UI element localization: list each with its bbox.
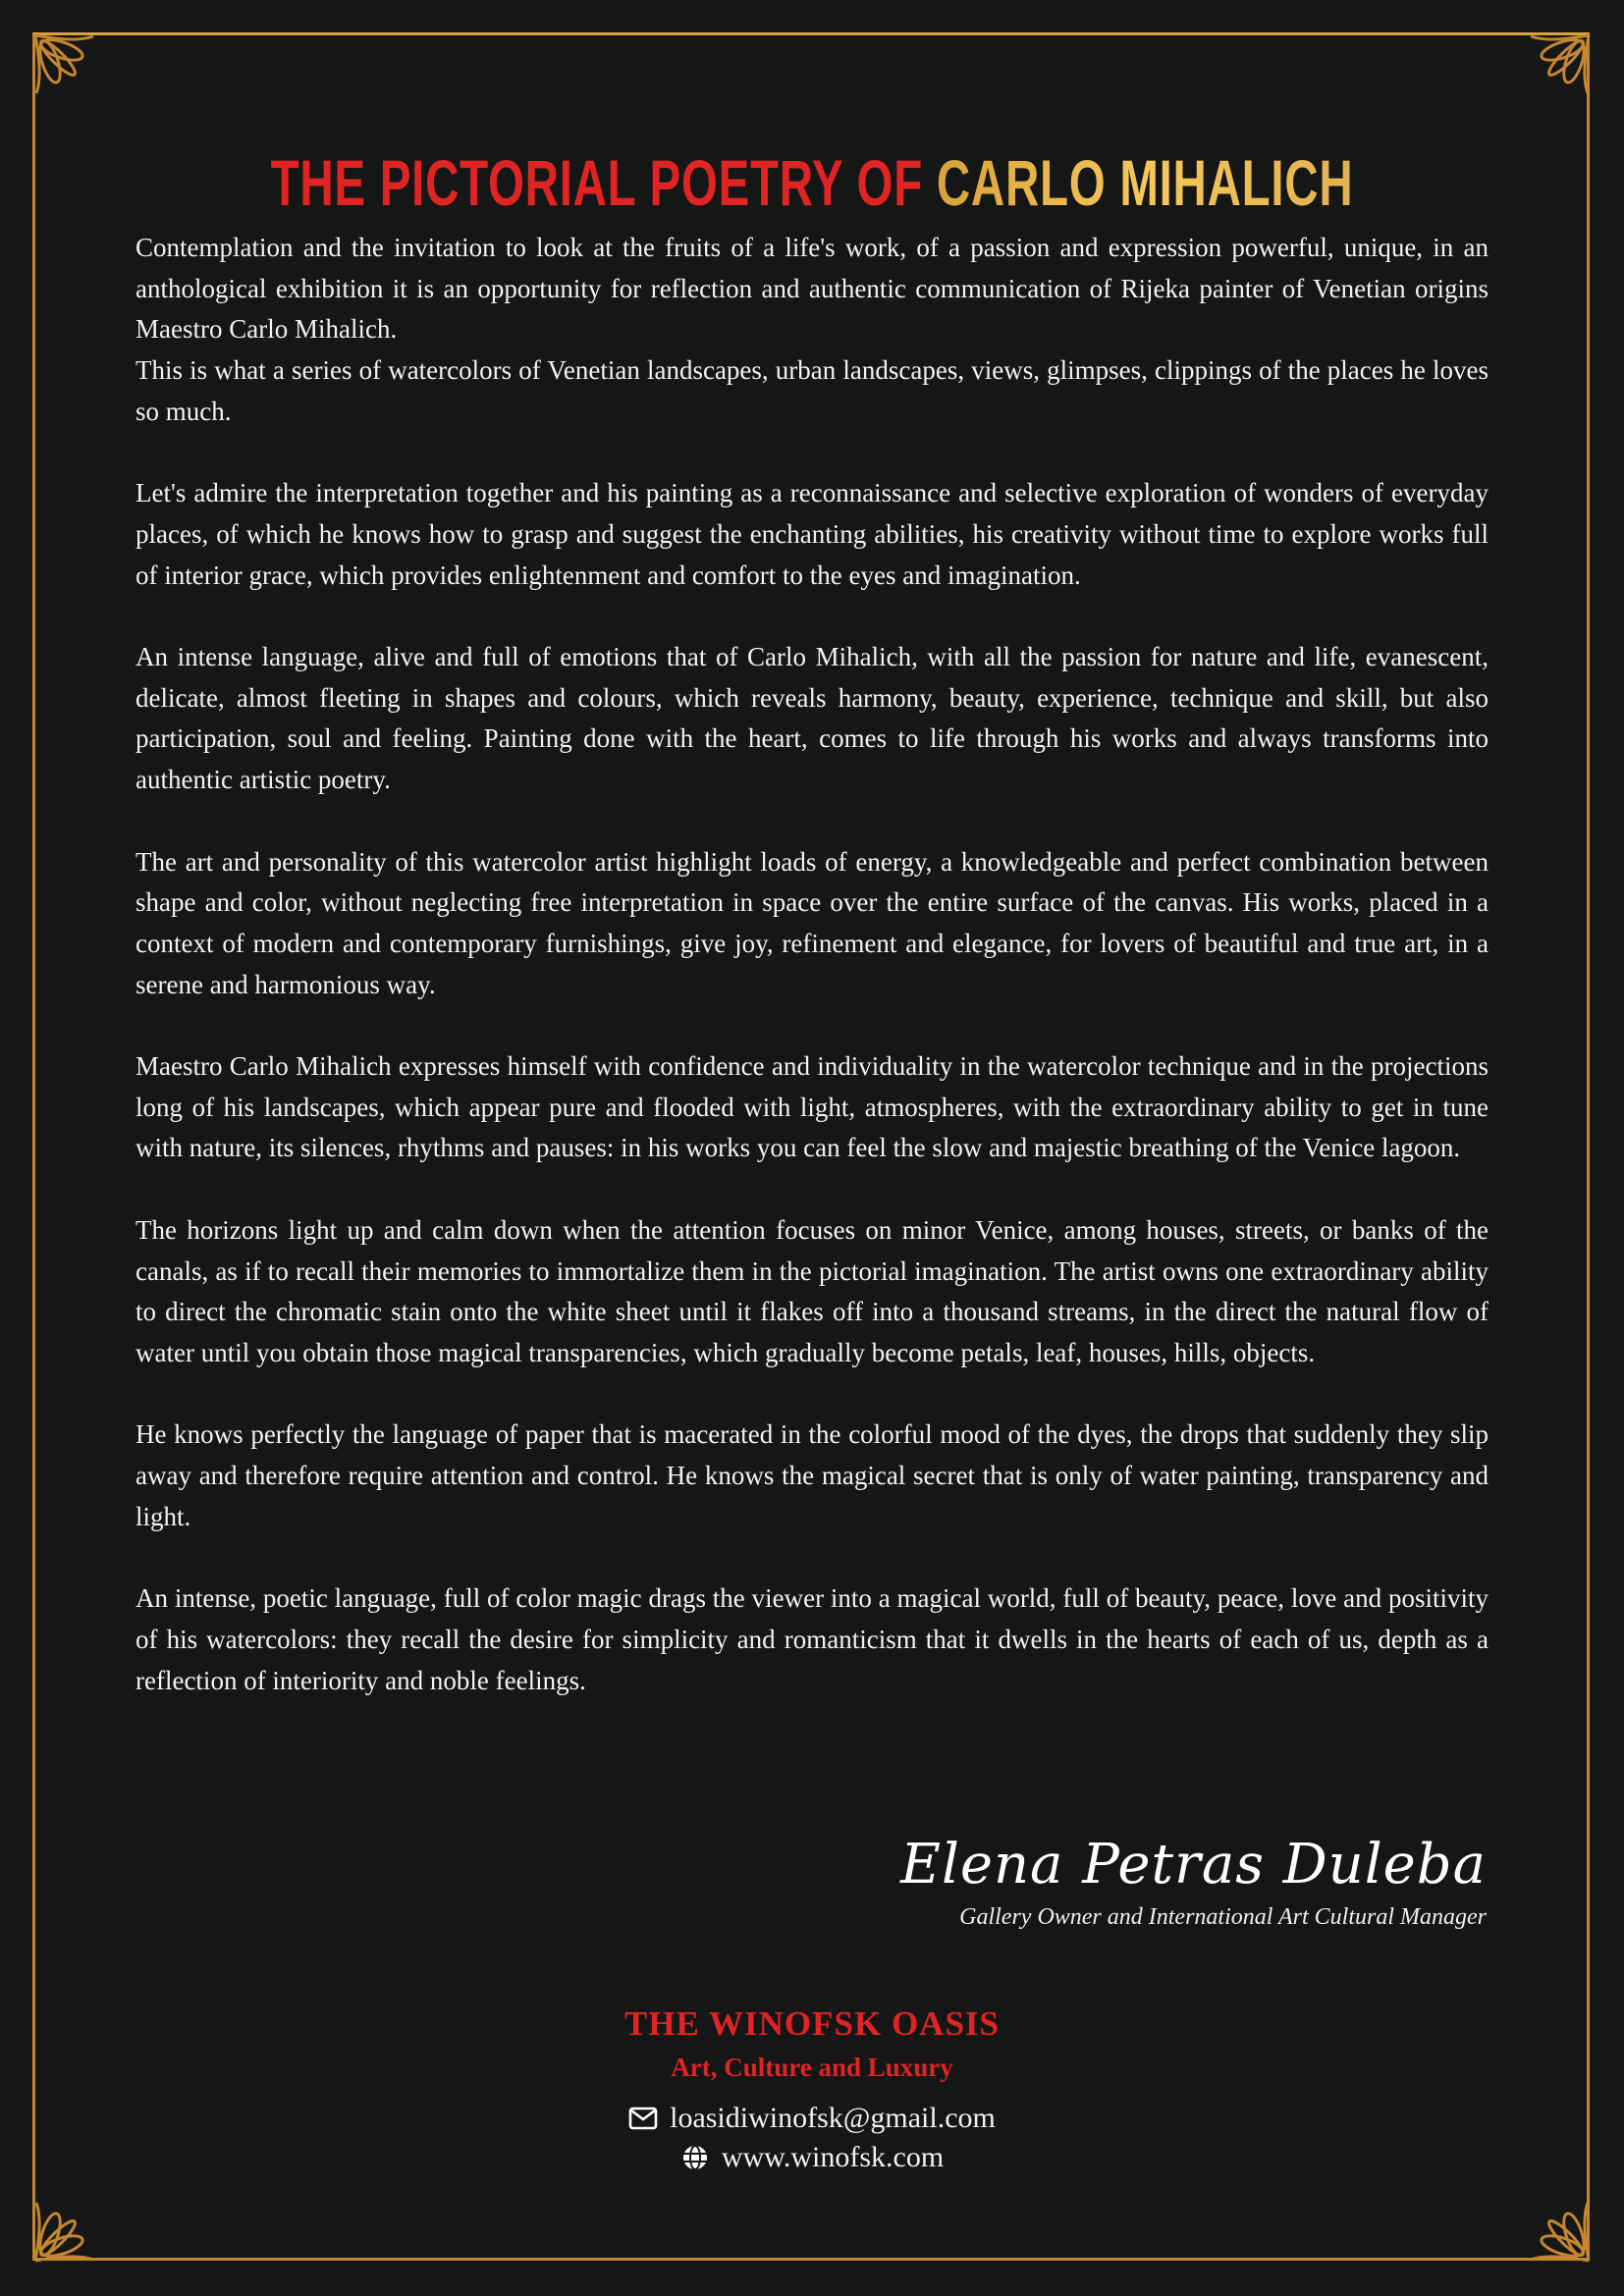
footer — [0, 2002, 1624, 2177]
globe-icon — [680, 2143, 710, 2172]
title-artist-name: CARLO MIHALICH — [936, 146, 1354, 220]
signature-role: Gallery Owner and International Art Cultural Manager — [959, 1904, 1487, 1930]
organization-name: THE WINOFSK OASIS — [623, 2004, 1001, 2043]
page-title — [228, 145, 1397, 220]
paragraph: The art and personality of this watercolor artist highlight loads of energy, a knowledgeable and perfect combination between shape and color, without neglecting free interpretation in space over the entire surface of the canvas. His works, placed in a context of modern and contemporary furnishings, give joy, refinement and elegance, for lovers of beautiful and true art, in a serene and harmonious way. — [135, 846, 1489, 999]
floral-corner-icon — [1513, 2185, 1592, 2264]
paragraph: The horizons light up and calm down when the attention focuses on minor Venice, among houses, streets, or banks of the canals, as if to recall their memories to immortalize them in the pictorial imagination. The artist owns one extraordinary ability to direct the chromatic stain onto the white sheet until it flakes off into a thousand streams, in the direct the natural flow of water until you obtain those magical transparencies, which gradually become petals, leaf, houses, hills, objects. — [135, 1214, 1489, 1367]
paragraph: This is what a series of watercolors of Venetian landscapes, urban landscapes, views, glimpses, clippings of the places he loves so much. — [135, 355, 1489, 426]
email-contact[interactable] — [0, 2099, 1624, 2138]
email-link[interactable]: loasidiwinofsk@gmail.com — [670, 2102, 996, 2134]
paragraph: Contemplation and the invitation to look at the fruits of a life's work, of a passion and expression powerful, unique, in an anthological exhibition it is an opportunity for reflection and authentic communication of Rijeka painter of Venetian origins Maestro Carlo Mihalich. — [135, 233, 1489, 345]
floral-corner-icon — [32, 2185, 111, 2264]
website-link[interactable]: www.winofsk.com — [721, 2141, 945, 2173]
paragraph: An intense language, alive and full of emotions that of Carlo Mihalich, with all the passion for nature and life, evanescent, delicate, almost fleeting in shapes and colours, which reveals harmony, beauty, experience, technique and skill, but also participation, soul and feeling. Painting done with the heart, comes to life through his works and always transforms into authentic artistic poetry. — [135, 642, 1489, 795]
signature-name: Elena Petras Duleba — [900, 1833, 1487, 1896]
signature-block — [900, 1833, 1487, 1931]
organization-tagline: Art, Culture and Luxury — [671, 2053, 953, 2082]
article-body — [135, 228, 1489, 1701]
website-contact[interactable] — [0, 2138, 1624, 2177]
floral-corner-icon — [1513, 32, 1592, 111]
paragraph: Maestro Carlo Mihalich expresses himself with confidence and individuality in the watercolor technique and in the projections long of his landscapes, which appear pure and flooded with light, atmospheres, with the extraordinary ability to get in tune with nature, its silences, rhythms and pauses: in his works you can feel the slow and majestic breathing of the Venice lagoon. — [135, 1051, 1489, 1163]
paragraph: An intense, poetic language, full of color magic drags the viewer into a magical world, full of beauty, peace, love and positivity of his watercolors: they recall the desire for simplicity and romanticism that it dwells in the hearts of each of us, depth as a reflection of interiority and noble feelings. — [135, 1583, 1489, 1695]
envelope-icon — [628, 2104, 658, 2133]
title-prefix: THE PICTORIAL POETRY OF — [270, 146, 937, 220]
paragraph: He knows perfectly the language of paper that is macerated in the colorful mood of the dyes, the drops that suddenly they slip away and therefore require attention and control. He knows the magical secret that is only of water painting, transparency and light. — [135, 1419, 1489, 1531]
paragraph: Let's admire the interpretation together and his painting as a reconnaissance and selective exploration of wonders of everyday places, of which he knows how to grasp and suggest the enchanting abilities, his creativity without time to explore works full of interior grace, which provides enlightenment and comfort to the eyes and imagination. — [135, 478, 1489, 590]
floral-corner-icon — [32, 32, 111, 111]
